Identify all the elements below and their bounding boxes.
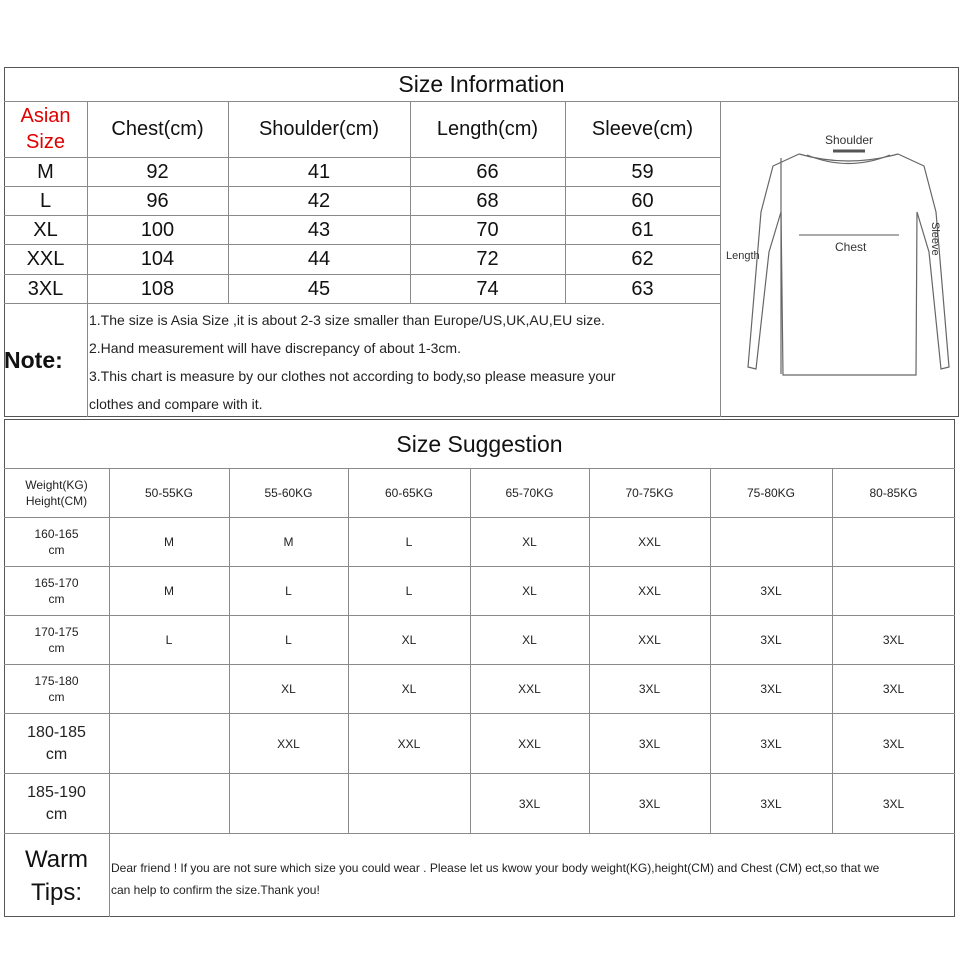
header-asian-size	[4, 101, 87, 157]
suggested-size	[710, 518, 832, 566]
height-header-label: Height(CM)	[25, 494, 88, 508]
note-line-2: 2.Hand measurement will have discrepancy of about 1-3cm.	[89, 340, 461, 356]
sleeve-cell: 60	[631, 189, 654, 212]
warm-tips-label-line1: Warm	[24, 845, 89, 873]
suggested-size: M	[164, 584, 174, 598]
suggested-size: L	[285, 633, 292, 647]
chest-cell: 92	[146, 160, 169, 183]
suggested-size: L	[285, 584, 292, 598]
header-asian-size-line1: Asian	[20, 105, 71, 127]
sleeve-cell: 59	[631, 160, 654, 183]
height-range	[4, 616, 109, 664]
note-line-1: 1.The size is Asia Size ,it is about 2-3 size smaller than Europe/US,UK,AU,EU size.	[89, 312, 605, 328]
height-range-value: 165-170	[34, 576, 79, 590]
diagram-chest-label: Chest	[835, 240, 867, 254]
height-range	[4, 518, 109, 566]
length-cell: 72	[476, 248, 499, 270]
note-line-4: clothes and compare with it.	[89, 396, 263, 412]
suggested-size: XXL	[397, 736, 421, 751]
sleeve-cell: 62	[631, 248, 654, 270]
suggested-size: 3XL	[760, 633, 782, 647]
size-cell: L	[39, 189, 52, 212]
size-cell: XXL	[26, 248, 65, 270]
shoulder-cell: 41	[307, 160, 331, 183]
suggested-size: XXL	[638, 633, 661, 647]
divider	[4, 833, 955, 834]
height-range	[4, 567, 109, 615]
weight-header: 70-75KG	[625, 486, 674, 500]
weight-header: 55-60KG	[264, 486, 313, 500]
header-chest: Chest(cm)	[111, 117, 204, 140]
suggested-size: 3XL	[882, 796, 905, 811]
suggested-size: XL	[401, 682, 417, 696]
shoulder-cell: 44	[307, 248, 331, 270]
sleeve-cell: 63	[631, 277, 654, 300]
suggested-size: L	[165, 633, 173, 647]
suggested-size: XL	[522, 584, 537, 598]
suggested-size: 3XL	[760, 682, 782, 696]
height-range-value: 185-190	[27, 783, 86, 801]
weight-header: 50-55KG	[144, 486, 194, 500]
shoulder-cell: 45	[307, 277, 331, 300]
size-suggestion-title: Size Suggestion	[396, 430, 563, 457]
suggested-size: XXL	[638, 584, 661, 598]
suggested-size: 3XL	[760, 736, 782, 751]
diagram-length-label: Length	[726, 250, 760, 262]
suggested-size: L	[405, 584, 413, 598]
height-range-unit: cm	[48, 690, 65, 704]
height-range	[4, 774, 109, 833]
chest-cell: 100	[140, 218, 175, 241]
chest-cell: 104	[140, 248, 175, 270]
weight-header: 75-80KG	[746, 486, 796, 500]
weight-header-label: Weight(KG)	[25, 478, 88, 492]
divider	[4, 303, 720, 304]
height-range-value: 180-185	[27, 723, 86, 741]
shirt-collar-inner	[807, 155, 890, 164]
height-range-value: 160-165	[34, 527, 79, 541]
note-line-3: 3.This chart is measure by our clothes not according to body,so please measure your	[89, 368, 616, 384]
header-sleeve: Sleeve(cm)	[591, 117, 694, 140]
length-cell: 70	[476, 218, 499, 241]
suggested-size: XXL	[277, 736, 300, 751]
suggested-size: 3XL	[882, 633, 905, 647]
chest-cell: 96	[146, 189, 169, 212]
warm-tips-label	[4, 834, 109, 917]
height-range-unit: cm	[48, 592, 65, 606]
length-cell: 66	[476, 160, 499, 183]
suggested-size	[832, 567, 955, 615]
size-info-title: Size Information	[398, 71, 565, 97]
weight-header: 80-85KG	[869, 486, 918, 500]
suggested-size	[109, 665, 229, 713]
length-cell: 68	[476, 189, 499, 212]
chest-cell: 108	[140, 277, 175, 300]
suggested-size	[109, 714, 229, 773]
suggested-size: 3XL	[518, 796, 541, 811]
height-range-value: 175-180	[34, 674, 79, 688]
diagram-sleeve-label: Sleeve	[929, 222, 941, 256]
suggested-size	[109, 774, 229, 833]
header-asian-size-line2: Size	[26, 131, 65, 153]
height-range-unit: cm	[48, 543, 65, 557]
header-shoulder: Shoulder(cm)	[258, 117, 380, 140]
height-range-value: 170-175	[34, 625, 79, 639]
suggested-size: XL	[522, 535, 537, 549]
suggested-size	[229, 774, 348, 833]
warm-tips-label-line2: Tips:	[30, 878, 83, 906]
height-range	[4, 665, 109, 713]
height-range-unit: cm	[48, 641, 65, 655]
suggested-size: 3XL	[882, 682, 905, 696]
sleeve-cell: 61	[631, 218, 654, 241]
size-cell: XL	[33, 218, 58, 241]
shoulder-cell: 42	[307, 189, 331, 212]
weight-height-header	[4, 469, 109, 517]
suggested-size	[832, 518, 955, 566]
diagram-shoulder-label: Shoulder	[825, 133, 874, 147]
warm-tips-text-line2: can help to confirm the size.Thank you!	[111, 883, 320, 897]
suggested-size: 3XL	[760, 796, 782, 811]
height-range-unit: cm	[45, 805, 68, 823]
suggested-size: XL	[401, 633, 417, 647]
suggested-size: L	[405, 535, 413, 549]
warm-tips-text-line1: Dear friend ! If you are not sure which size you could wear . Please let us kwow your body weight(KG),height(CM) and Chest (CM) ect,so that we	[111, 861, 880, 875]
suggested-size	[348, 774, 470, 833]
shirt-measurement-diagram	[721, 102, 958, 416]
size-cell: 3XL	[27, 277, 64, 300]
suggested-size: 3XL	[638, 682, 661, 696]
size-cell: M	[37, 160, 54, 183]
suggested-size: XL	[281, 682, 296, 696]
height-range-unit: cm	[45, 745, 68, 763]
suggested-size: M	[164, 535, 174, 549]
warm-tips-text	[111, 857, 953, 901]
shirt-outline	[748, 154, 949, 375]
suggested-size: XXL	[638, 535, 661, 549]
suggested-size: XXL	[518, 682, 541, 696]
suggested-size: 3XL	[882, 736, 905, 751]
suggested-size: 3XL	[760, 584, 782, 598]
suggested-size: XXL	[518, 736, 541, 751]
header-length: Length(cm)	[436, 117, 539, 140]
height-range	[4, 714, 109, 773]
length-cell: 74	[476, 277, 499, 300]
suggested-size: 3XL	[638, 736, 661, 751]
suggested-size: XL	[522, 633, 537, 647]
weight-header: 60-65KG	[384, 486, 434, 500]
weight-header: 65-70KG	[505, 486, 554, 500]
suggested-size: M	[283, 535, 294, 549]
suggested-size: 3XL	[638, 796, 661, 811]
note-label: Note:	[4, 347, 63, 373]
shoulder-cell: 43	[307, 218, 331, 241]
